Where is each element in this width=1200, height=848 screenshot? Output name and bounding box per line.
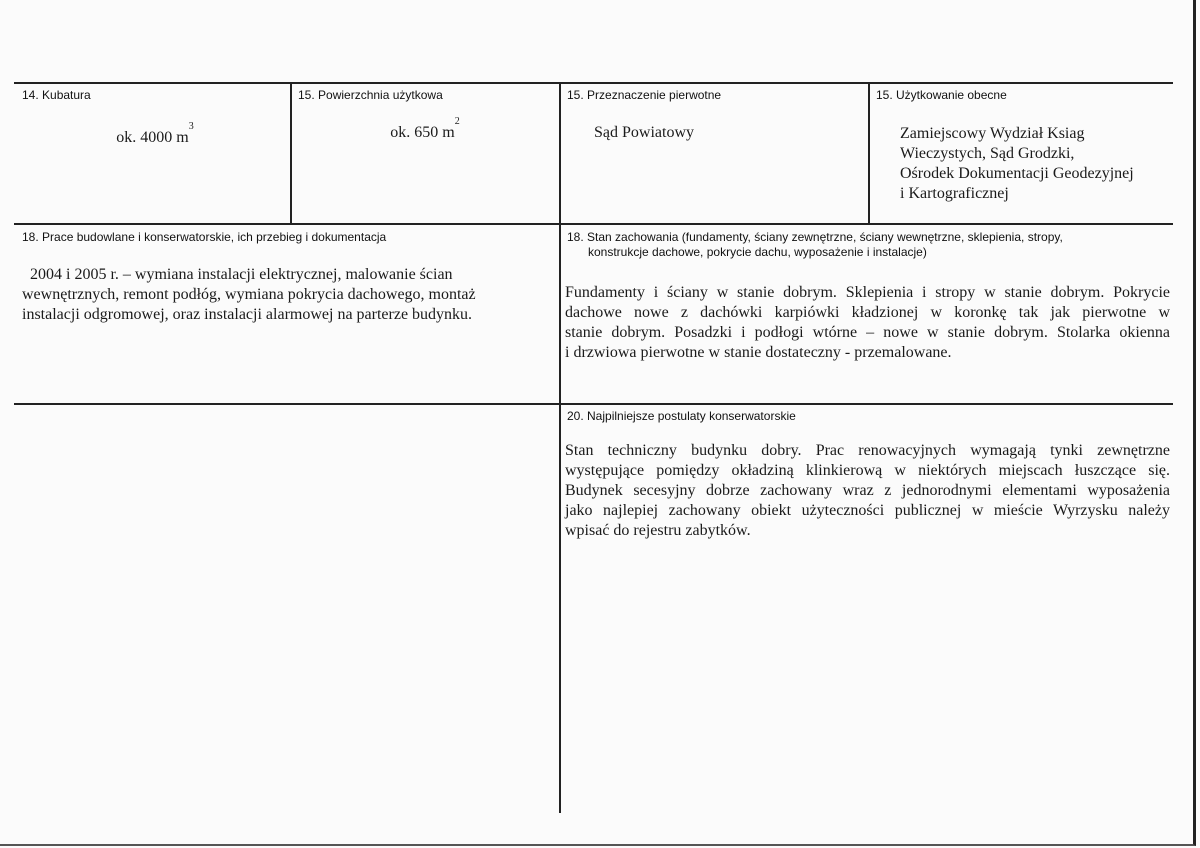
- uzytkowanie-value: [900, 124, 1170, 204]
- postulaty-line: jako najlepiej zachowany obiekt użyteczności publicznej w mieście Wyrzysku należy: [565, 502, 1170, 519]
- stan-label-line: 18. Stan zachowania (fundamenty, ściany zewnętrzne, ściany wewnętrzne, sklepienia, stropy,: [567, 230, 1063, 244]
- rule-col2: [559, 82, 561, 813]
- przeznaczenie-value: Sąd Powiatowy: [594, 124, 694, 141]
- przeznaczenie-label: 15. Przeznaczenie pierwotne: [567, 88, 722, 102]
- prace-line: wewnętrznych, remont podłóg, wymiana pokrycia dachowego, montaż: [22, 286, 476, 303]
- prace-line: instalacji odgromowej, oraz instalacji alarmowej na parterze budynku.: [22, 306, 473, 323]
- uzytkowanie-line: i Kartograficznej: [900, 185, 1009, 202]
- kubatura-unit-exp: 3: [188, 121, 194, 132]
- uzytkowanie-line: Zamiejscowy Wydział Ksiag: [900, 125, 1085, 142]
- postulaty-label: 20. Najpilniejsze postulaty konserwatorskie: [567, 409, 796, 423]
- powierzchnia-label: 15. Powierzchnia użytkowa: [298, 88, 443, 102]
- stan-line: Fundamenty i ściany w stanie dobrym. Sklepienia i stropy w stanie dobrym. Pokrycie: [565, 284, 1170, 301]
- postulaty-line: występujące pomiędzy okładziną klinkierową w niektórych miejscach łuszczące się.: [565, 462, 1170, 479]
- prace-line: 2004 i 2005 r. – wymiana instalacji elektrycznej, malowanie ścian: [30, 266, 453, 283]
- stan-text: [565, 283, 1170, 363]
- rule-top: [14, 82, 1173, 84]
- postulaty-text: [565, 441, 1170, 541]
- postulaty-line: Budynek secesyjny dobrze zachowany wraz z jednorodnymi elementami wyposażenia: [565, 482, 1170, 499]
- rule-row1-bottom: [14, 223, 1173, 225]
- uzytkowanie-line: Wieczystych, Sąd Grodzki,: [900, 145, 1075, 162]
- stan-label-line: konstrukcje dachowe, pokrycie dachu, wyposażenie i instalacje): [588, 245, 927, 259]
- uzytkowanie-label: 15. Użytkowanie obecne: [876, 88, 1007, 102]
- stan-line: dachowe nowe z dachówki karpiówki kładzionej w koronkę tak jak pierwotne w: [565, 304, 1170, 321]
- stan-label: [567, 230, 1167, 260]
- rule-col1: [290, 82, 292, 225]
- postulaty-line: Stan techniczny budynku dobry. Prac renowacyjnych wymagają tynki zewnętrzne: [565, 442, 1170, 459]
- powierzchnia-number: ok. 650 m: [390, 124, 455, 141]
- kubatura-number: ok. 4000 m: [116, 129, 189, 146]
- kubatura-label: 14. Kubatura: [22, 88, 91, 102]
- prace-text: [22, 265, 552, 325]
- stan-line: stanie dobrym. Posadzki i podłogi wtórne – nowe w stanie dobrym. Stolarka okienna: [565, 324, 1170, 341]
- powierzchnia-value: [292, 116, 558, 143]
- kubatura-value: [20, 121, 290, 148]
- powierzchnia-unit-exp: 2: [454, 116, 460, 127]
- stan-line: i drzwiowa pierwotne w stanie dostateczny - przemalowane.: [565, 344, 952, 361]
- prace-label: 18. Prace budowlane i konserwatorskie, ich przebieg i dokumentacja: [22, 230, 387, 244]
- uzytkowanie-line: Ośrodek Dokumentacji Geodezyjnej: [900, 165, 1134, 182]
- postulaty-line: wpisać do rejestru zabytków.: [565, 522, 751, 539]
- rule-col3: [868, 82, 870, 225]
- rule-row2-bottom: [14, 403, 1173, 405]
